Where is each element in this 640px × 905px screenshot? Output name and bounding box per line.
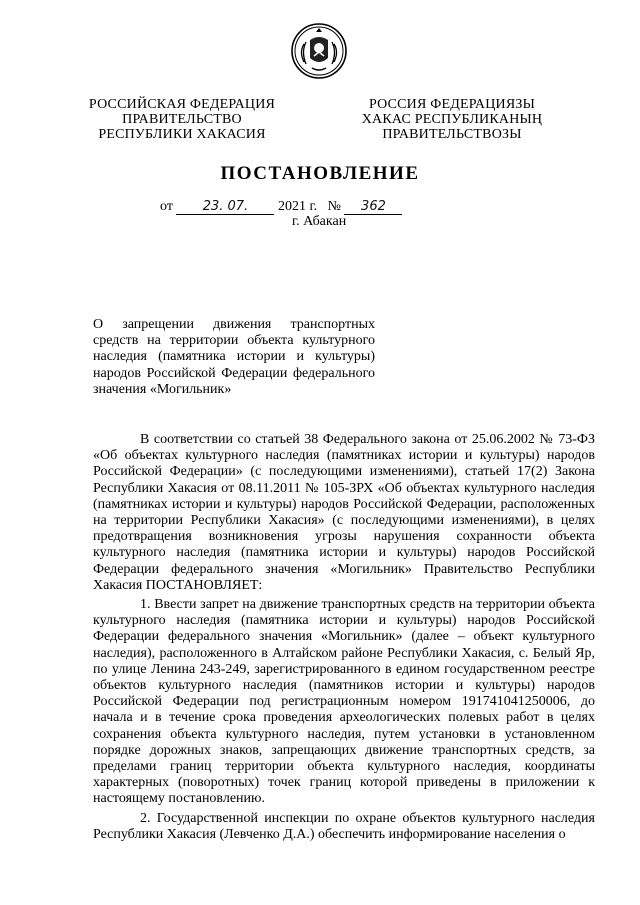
item-1-paragraph: 1. Ввести запрет на движение транспортных средств на территории объекта культурного наследия (памятника истории и культуры) народов Российской Федерации федерального значения «Могильник» (далее – объект культурного наследия), расположенного в Алтайском районе Республики Хакасия, с. Белый Яр, по улице Ленина 243-249, зарегистрированного в едином государственном реестре объектов культурного наследия (памятников истории и культуры) народов Российской Федерации под регистрационным номером 191741041250006, до начала и в течение срока проведения археологических полевых работ в целях сохранения объекта культурного наследия, путем установки в установленном порядке дорожных знаков, запрещающих движение транспортных средств, за пределами границ территории объекта культурного наследия, координаты характерных (поворотных) точек границ которой приведены в приложении к настоящему постановлению. [93,597,595,807]
header-right-block [352,97,552,142]
preamble-paragraph: В соответствии со статьей 38 Федерального закона от 25.06.2002 № 73-ФЗ «Об объектах культурного наследия (памятниках истории и культуры) народов Российской Федерации» (с последующими изменениями), статьей 17(2) Закона Республики Хакасия от 08.11.2011 № 105-ЗРХ «Об объектах культурного наследия (памятниках истории и культуры) народов Российской Федерации, расположенных на территории Республики Хакасия» (с последующими изменениями), в целях предотвращения возникновения угрозы нарушения сохранности объекта культурного наследия (памятника истории и культуры) народов Российской Федерации федерального значения «Могильник» Правительство Республики Хакасия ПОСТАНОВЛЯЕТ: [93,432,595,593]
header-right-line-3: ПРАВИТЕЛЬСТВОЗЫ [382,127,522,142]
city-label: г. Абакан [292,214,347,229]
date-prefix: от [160,199,173,214]
header-right-line-2: ХАКАС РЕСПУБЛИКАНЫҢ [361,112,543,127]
coat-of-arms-emblem [290,22,348,80]
date-number-line [160,199,402,215]
header-left-line-2: ПРАВИТЕЛЬСТВО [122,112,242,127]
header-left-block [82,97,282,142]
handwritten-number: 362 [344,199,402,215]
document-title: ПОСТАНОВЛЕНИЕ [220,163,420,184]
document-body [93,432,595,843]
handwritten-date: 23. 07. [176,199,274,215]
header-left-line-3: РЕСПУБЛИКИ ХАКАСИЯ [98,127,266,142]
subject-heading: О запрещении движения транспортных средств на территории объекта культурного наследия (памятника истории и культуры) народов Российской Федерации федерального значения «Могильник» [93,317,375,397]
item-2-paragraph: 2. Государственной инспекции по охране объектов культурного наследия Республики Хакасия (Левченко Д.А.) обеспечить информирование населения о [93,810,595,842]
header-left-line-1: РОССИЙСКАЯ ФЕДЕРАЦИЯ [88,97,276,112]
date-year: 2021 г. [277,199,318,214]
header-right-line-1: РОССИЯ ФЕДЕРАЦИЯЗЫ [368,97,536,112]
number-sign: № [327,199,341,214]
